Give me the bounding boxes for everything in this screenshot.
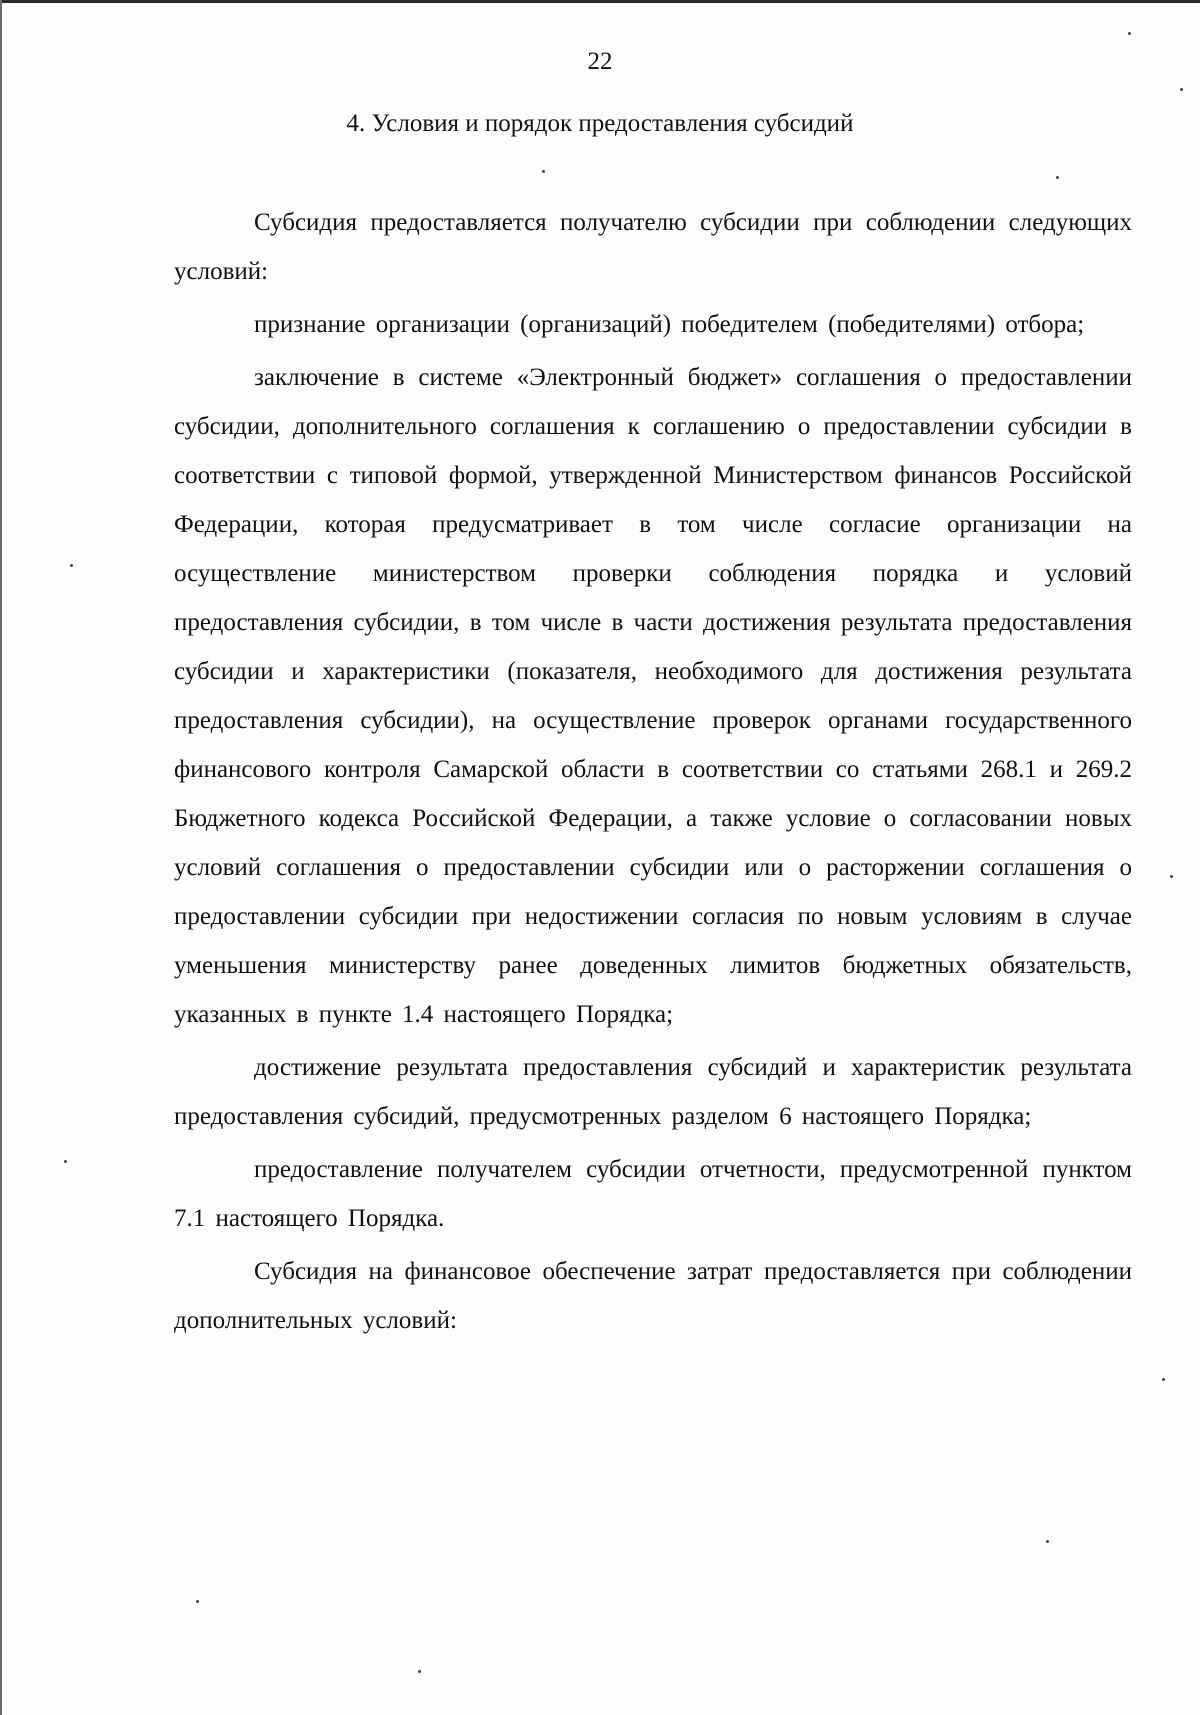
- scan-speck: [1170, 875, 1173, 878]
- paragraph-agreement-conclusion: заключение в системе «Электронный бюджет» соглашения о предоставлении субсидии, дополнительного соглашения к соглашению о предоставлении субсидии в соответствии с типовой формой, утвержденной Министерством финансов Российской Федерации, которая предусматривает в том числе согласие организации на осуществление министерством проверки соблюдения порядка и условий предоставления субсидии, в том числе в части достижения результата предоставления субсидии и характеристики (показателя, необходимого для достижения результата предоставления субсидии), на осуществление проверок органами государственного финансового контроля Самарской области в соответствии со статьями 268.1 и 269.2 Бюджетного кодекса Российской Федерации, а также условие о согласовании новых условий соглашения о предоставлении субсидии или о расторжении соглашения о предоставлении субсидии при недостижении согласия по новым условиям в случае уменьшения министерству ранее доведенных лимитов бюджетных обязательств, указанных в пункте 1.4 настоящего Порядка;: [174, 364, 1132, 1028]
- paragraph-result-achievement: достижение результата предоставления субсидий и характеристик результата предоставления субсидий, предусмотренных разделом 6 настоящего Порядка;: [174, 1054, 1132, 1130]
- scan-speck: [1180, 88, 1183, 91]
- scan-speck: [196, 1600, 199, 1603]
- scan-speck: [1046, 1540, 1049, 1543]
- document-body: [174, 198, 1132, 1349]
- paragraph-subsidy-conditions: Субсидия предоставляется получателю субсидии при соблюдении следующих условий:: [174, 209, 1132, 285]
- scan-speck: [64, 1160, 67, 1163]
- paragraph-winner-recognition: признание организации (организаций) победителем (победителями) отбора;: [254, 311, 1085, 338]
- scan-left-edge: [0, 0, 2, 1715]
- scan-speck: [1056, 176, 1059, 179]
- paragraph-additional-conditions: Субсидия на финансовое обеспечение затрат предоставляется при соблюдении дополнительных условий:: [174, 1258, 1132, 1334]
- scan-speck: [70, 564, 73, 567]
- scan-speck: [1162, 1378, 1165, 1381]
- scan-top-edge: [0, 0, 1200, 3]
- scan-speck: [1128, 32, 1131, 35]
- scan-speck: [542, 170, 545, 173]
- paragraph-reporting: предоставление получателем субсидии отчетности, предусмотренной пунктом 7.1 настоящего Порядка.: [174, 1156, 1132, 1232]
- page-number: 22: [587, 48, 613, 75]
- scan-speck: [418, 1670, 421, 1673]
- section-title: 4. Условия и порядок предоставления субсидий: [346, 110, 854, 137]
